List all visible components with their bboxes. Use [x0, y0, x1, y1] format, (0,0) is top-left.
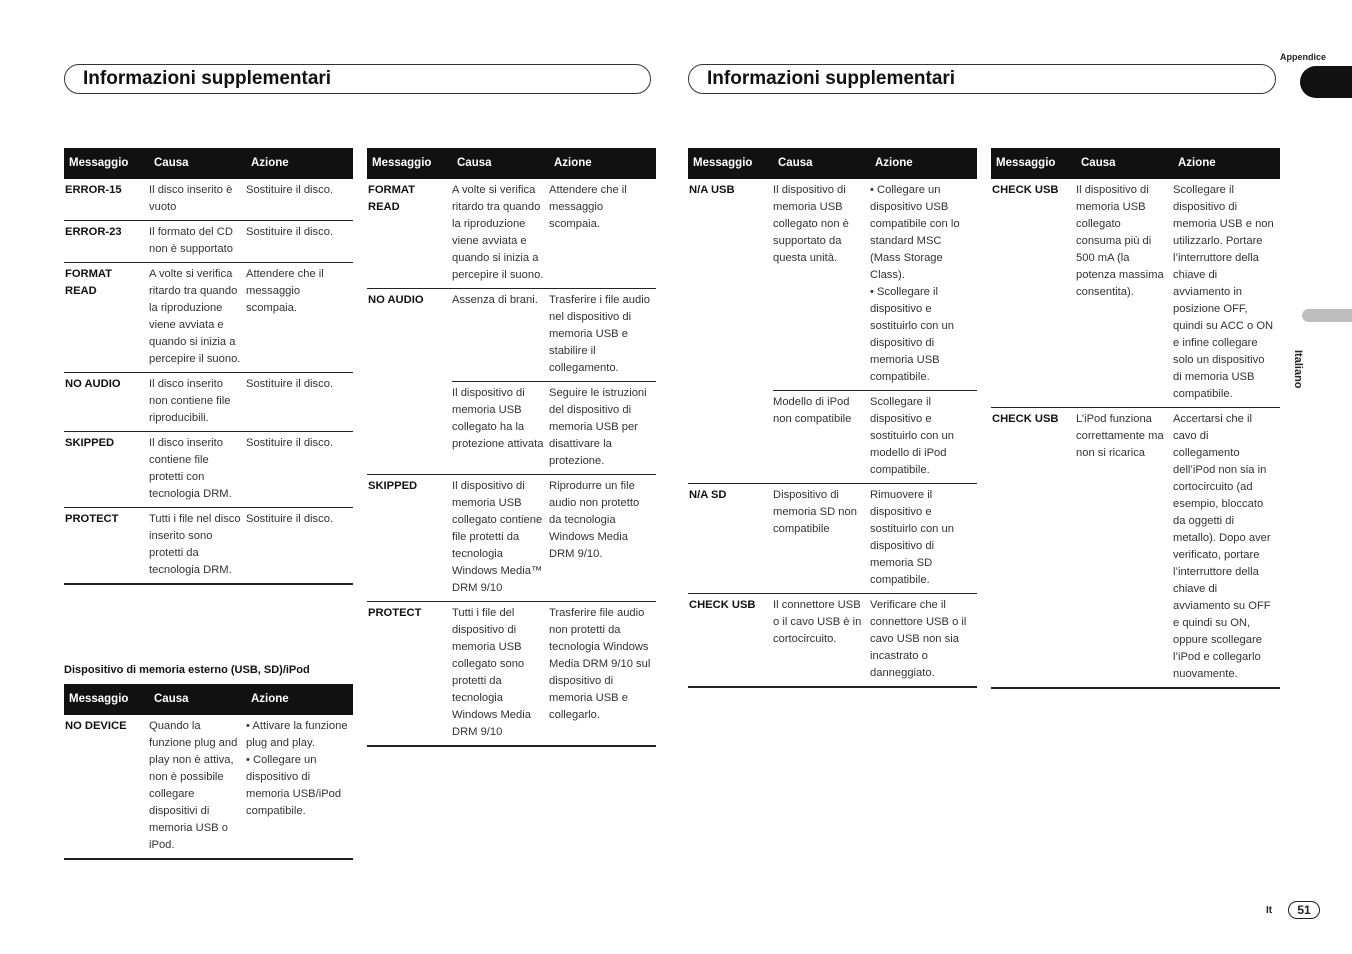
message-cell: ERROR-15 [64, 179, 149, 221]
cause-cell: Il disco inserito non contiene file riproducibili. [149, 373, 246, 432]
action-bullet: • Attivare la funzione plug and play. [246, 720, 348, 749]
appendix-label: Appendice [1279, 52, 1326, 62]
action-cell [870, 179, 977, 391]
action-cell: Trasferire i file audio nel dispositivo di memoria USB e stabilire il collegamento. [549, 289, 656, 382]
action-cell: Verificare che il connettore USB o il cavo USB non sia incastrato o danneggiato. [870, 594, 977, 688]
column-header: Azione [246, 148, 353, 179]
table-row [688, 179, 977, 391]
cause-cell: Il disco inserito è vuoto [149, 179, 246, 221]
section-title: Dispositivo di memoria esterno (USB, SD)/iPod [64, 664, 310, 676]
table-row [64, 373, 353, 432]
table-row [991, 408, 1280, 689]
action-cell: Accertarsi che il cavo di collegamento dell’iPod non sia in cortocircuito (ad esempio, bloccato da oggetti di metallo). Dopo aver verificato, portare l’interruttore della chiave di avviamento su OFF e quindi su ON, oppure scollegare l’iPod e collegarlo nuovamente. [1173, 408, 1280, 689]
column-header: Azione [870, 148, 977, 179]
message-cell: NO DEVICE [64, 715, 149, 859]
message-cell: FORMAT READ [367, 179, 452, 289]
column-header: Messaggio [367, 148, 452, 179]
action-cell: Trasferire file audio non protetti da tecnologia Windows Media DRM 9/10 sul dispositivo di memoria USB e collegarlo. [549, 602, 656, 747]
chapter-tab [1300, 66, 1352, 98]
cause-cell: Il dispositivo di memoria USB collegato contiene file protetti da tecnologia Windows Media™ DRM 9/10 [452, 475, 549, 602]
language-label: Italiano [1292, 350, 1304, 389]
message-cell [688, 391, 773, 484]
section-header-left [64, 64, 651, 94]
message-cell: NO AUDIO [64, 373, 149, 432]
action-cell: Sostituire il disco. [246, 179, 353, 221]
cause-cell: A volte si verifica ritardo tra quando la riproduzione viene avviata e quando si inizia a percepire il suono. [149, 263, 246, 373]
cd-error-table [64, 148, 353, 585]
table-row [64, 508, 353, 585]
action-cell: Sostituire il disco. [246, 508, 353, 585]
table-row [64, 432, 353, 508]
cause-cell: Tutti i file nel disco inserito sono protetti da tecnologia DRM. [149, 508, 246, 585]
action-bullet: • Collegare un dispositivo di memoria USB/iPod compatibile. [246, 754, 342, 817]
table-row [64, 179, 353, 221]
cause-cell: Tutti i file del dispositivo di memoria USB collegato sono protetti da tecnologia Windows Media DRM 9/10 [452, 602, 549, 747]
column-header: Causa [149, 684, 246, 715]
page-language: It [1266, 905, 1273, 916]
table-header [64, 684, 353, 715]
action-bullet: • Scollegare il dispositivo e sostituirlo con un dispositivo di memoria USB compatibile. [870, 286, 954, 383]
message-cell: SKIPPED [64, 432, 149, 508]
message-cell [367, 382, 452, 475]
message-cell: FORMAT READ [64, 263, 149, 373]
action-cell: Rimuovere il dispositivo e sostituirlo con un dispositivo di memoria SD compatibile. [870, 484, 977, 594]
action-cell: Riprodurre un file audio non protetto da tecnologia Windows Media DRM 9/10. [549, 475, 656, 602]
cause-cell: Assenza di brani. [452, 289, 549, 382]
cause-cell: L’iPod funziona correttamente ma non si ricarica [1076, 408, 1173, 689]
column-header: Messaggio [64, 684, 149, 715]
cause-cell: A volte si verifica ritardo tra quando la riproduzione viene avviata e quando si inizia a percepire il suono. [452, 179, 549, 289]
column-header: Causa [773, 148, 870, 179]
cause-cell: Il connettore USB o il cavo USB è in cortocircuito. [773, 594, 870, 688]
table-row [991, 179, 1280, 408]
action-cell: Sostituire il disco. [246, 432, 353, 508]
cause-cell: Dispositivo di memoria SD non compatibile [773, 484, 870, 594]
column-header: Messaggio [688, 148, 773, 179]
message-cell: PROTECT [367, 602, 452, 747]
column-header: Messaggio [991, 148, 1076, 179]
action-bullet: • Collegare un dispositivo USB compatibile con lo standard MSC (Mass Storage Class). [870, 184, 960, 281]
action-cell: Attendere che il messaggio scompaia. [246, 263, 353, 373]
cause-cell: Il dispositivo di memoria USB collegato consuma più di 500 mA (la potenza massima consentita). [1076, 179, 1173, 408]
section-header-title: Informazioni supplementari [707, 68, 956, 89]
message-cell: N/A USB [689, 184, 735, 196]
message-cell: PROTECT [64, 508, 149, 585]
column-header: Azione [246, 684, 353, 715]
cause-cell: Il formato del CD non è supportato [149, 221, 246, 263]
table-row [688, 391, 977, 484]
message-cell: CHECK USB [688, 594, 773, 688]
language-tab [1302, 309, 1352, 322]
column-header: Messaggio [64, 148, 149, 179]
table-header [367, 148, 656, 179]
table-row [367, 382, 656, 475]
cause-cell: Il disco inserito contiene file protetti con tecnologia DRM. [149, 432, 246, 508]
usb-error-table [367, 148, 656, 747]
device-error-table [64, 684, 353, 860]
message-cell: CHECK USB [991, 408, 1076, 689]
action-cell: Attendere che il messaggio scompaia. [549, 179, 656, 289]
action-cell: Scollegare il dispositivo di memoria USB e non utilizzarlo. Portare l’interruttore della chiave di avviamento in posizione OFF, quindi su ACC o ON e infine collegare solo un dispositivo di memoria USB compatibile. [1173, 179, 1280, 408]
section-header-right [688, 64, 1276, 94]
check-usb-table [991, 148, 1280, 689]
message-cell: SKIPPED [367, 475, 452, 602]
table-header [64, 148, 353, 179]
table-row [64, 221, 353, 263]
action-cell: Scollegare il dispositivo e sostituirlo con un modello di iPod compatibile. [870, 391, 977, 484]
message-cell: CHECK USB [991, 179, 1076, 408]
table-row [688, 594, 977, 688]
table-row [367, 475, 656, 602]
table-header [688, 148, 977, 179]
table-row [64, 715, 353, 859]
table-row [367, 602, 656, 747]
cause-cell: Quando la funzione plug and play non è attiva, non è possibile collegare dispositivi di memoria USB o iPod. [149, 715, 246, 859]
message-cell: NO AUDIO [368, 294, 424, 306]
column-header: Causa [1076, 148, 1173, 179]
action-cell: Sostituire il disco. [246, 373, 353, 432]
column-header: Causa [149, 148, 246, 179]
page-number: 51 [1288, 901, 1320, 919]
section-header-title: Informazioni supplementari [83, 68, 332, 89]
action-cell: Seguire le istruzioni del dispositivo di memoria USB per disattivare la protezione. [549, 382, 656, 475]
table-row [367, 179, 656, 289]
table-row [367, 289, 656, 382]
message-cell: N/A SD [688, 484, 773, 594]
table-row [688, 484, 977, 594]
column-header: Azione [1173, 148, 1280, 179]
table-header [991, 148, 1280, 179]
column-header: Causa [452, 148, 549, 179]
usb-compat-table [688, 148, 977, 688]
table-row [64, 263, 353, 373]
cause-cell: Modello di iPod non compatibile [773, 391, 870, 484]
action-cell: Sostituire il disco. [246, 221, 353, 263]
action-cell [246, 715, 353, 859]
cause-cell: Il dispositivo di memoria USB collegato non è supportato da questa unità. [773, 179, 870, 391]
cause-cell: Il dispositivo di memoria USB collegato ha la protezione attivata [452, 382, 549, 475]
message-cell: ERROR-23 [64, 221, 149, 263]
column-header: Azione [549, 148, 656, 179]
